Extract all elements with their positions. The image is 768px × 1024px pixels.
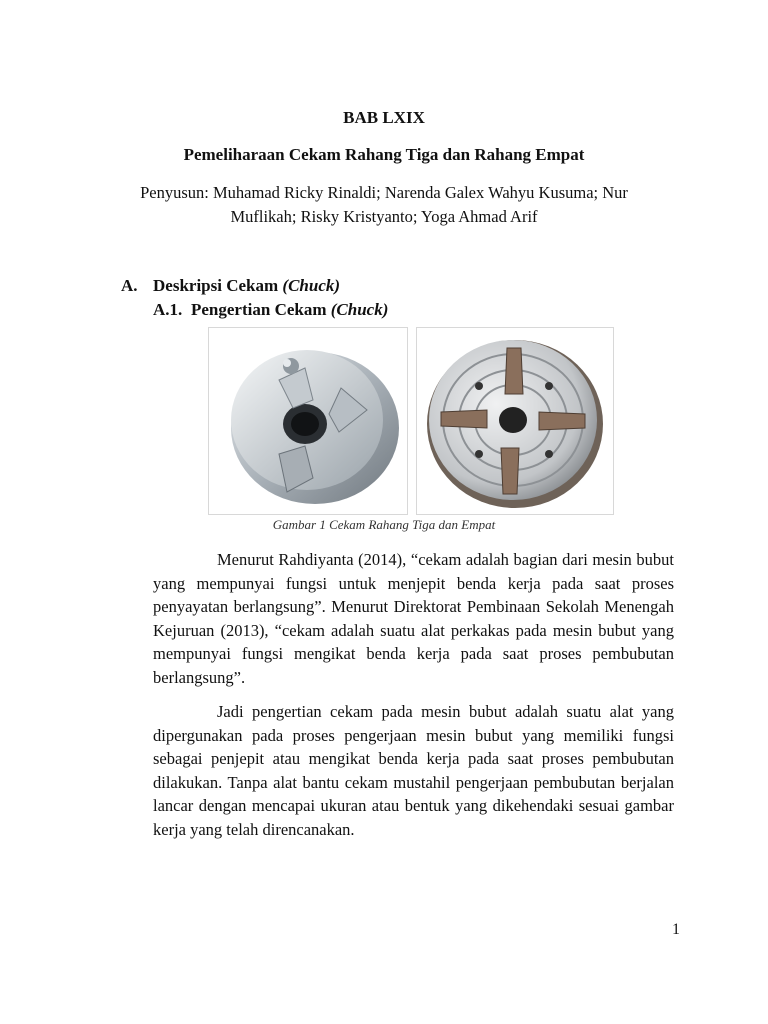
three-jaw-chuck-icon bbox=[209, 328, 407, 514]
section-a1-heading bbox=[153, 300, 388, 320]
page-number: 1 bbox=[672, 921, 680, 938]
section-a-title: Deskripsi Cekam bbox=[153, 276, 283, 295]
chapter-heading: BAB LXIX bbox=[343, 108, 425, 127]
paragraph-2: Jadi pengertian cekam pada mesin bubut adalah suatu alat yang dipergunakan pada proses pengerjaan mesin bubut yang memiliki fungsi sebagai penjepit atau mengikat benda kerja pada saat proses pembubutan dilakukan. Tanpa alat bantu cekam mustahil pengerjaan pembubutan berjalan lancar dengan mencapai ukuran atau bentuk yang dikehendaki sesuai gambar kerja yang telah direncanakan. bbox=[153, 702, 674, 839]
paragraph-1: Menurut Rahdiyanta (2014), “cekam adalah bagian dari mesin bubut yang mempunyai fungsi untuk menjepit benda kerja pada saat proses penyayatan berlangsung”. Menurut Direktorat Pembinaan Sekolah Menengah Kejuruan (2013), “cekam adalah suatu alat perkakas pada mesin bubut yang mempunyai fungsi mengikat benda kerja pada saat proses pembubutan berlangsung”. bbox=[153, 550, 674, 687]
authors-line: Penyusun: Muhamad Ricky Rinaldi; Narenda Galex Wahyu Kusuma; Nur Muflikah; Risky Kristyanto; Yoga Ahmad Arif bbox=[140, 183, 628, 226]
section-a1-title: Pengertian Cekam bbox=[191, 300, 331, 319]
four-jaw-chuck-icon bbox=[417, 328, 613, 514]
section-a-title-italic: (Chuck) bbox=[282, 276, 341, 295]
figure-caption: Gambar 1 Cekam Rahang Tiga dan Empat bbox=[272, 517, 496, 532]
section-a1-number: A.1. bbox=[153, 300, 183, 319]
section-a1-title-italic: (Chuck) bbox=[330, 300, 389, 319]
four-jaw-chuck-photo bbox=[416, 327, 614, 515]
figure-chucks bbox=[208, 327, 612, 513]
chapter-title: Pemeliharaan Cekam Rahang Tiga dan Rahang Empat bbox=[183, 145, 585, 164]
three-jaw-chuck-photo bbox=[208, 327, 408, 515]
section-a-number: A. bbox=[121, 276, 138, 295]
section-a-heading bbox=[121, 276, 340, 296]
